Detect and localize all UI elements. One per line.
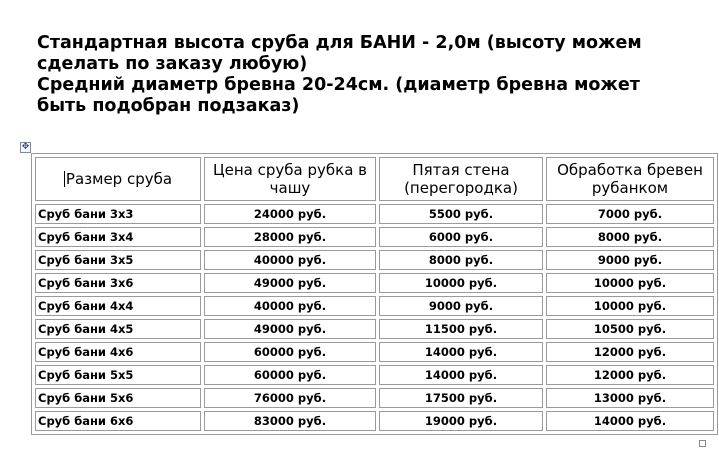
cell-fifth-wall[interactable]: 10000 руб.: [379, 273, 543, 293]
cell-price[interactable]: 60000 руб.: [204, 342, 376, 362]
cell-price[interactable]: 28000 руб.: [204, 227, 376, 247]
table-row: [35, 388, 714, 408]
cell-size[interactable]: Сруб бани 3х5: [35, 250, 201, 270]
heading-diameter-note: Средний диаметр бревна 20-24см. (диаметр бревна может быть подобран подзаказ): [37, 75, 640, 116]
cell-fifth-wall[interactable]: 14000 руб.: [379, 342, 543, 362]
cell-planing[interactable]: 7000 руб.: [546, 204, 714, 224]
cell-fifth-wall[interactable]: 9000 руб.: [379, 296, 543, 316]
table-row: [35, 250, 714, 270]
table-resize-handle[interactable]: [699, 440, 706, 447]
header-size[interactable]: Размер сруба: [35, 157, 201, 201]
cell-fifth-wall[interactable]: 6000 руб.: [379, 227, 543, 247]
cell-price[interactable]: 49000 руб.: [204, 319, 376, 339]
table-row: [35, 342, 714, 362]
cell-size[interactable]: Сруб бани 4х5: [35, 319, 201, 339]
header-planing[interactable]: Обработка бревен рубанком: [546, 157, 714, 201]
cell-price[interactable]: 83000 руб.: [204, 411, 376, 431]
cell-fifth-wall[interactable]: 8000 руб.: [379, 250, 543, 270]
table-row: [35, 227, 714, 247]
table-row: [35, 273, 714, 293]
cell-fifth-wall[interactable]: 19000 руб.: [379, 411, 543, 431]
cell-price[interactable]: 76000 руб.: [204, 388, 376, 408]
cell-planing[interactable]: 10000 руб.: [546, 273, 714, 293]
price-table: [31, 153, 718, 435]
table-move-handle-icon[interactable]: ✥: [21, 142, 30, 152]
cell-planing[interactable]: 10000 руб.: [546, 296, 714, 316]
table-row: [35, 204, 714, 224]
table-header-row: [35, 157, 714, 201]
cell-size[interactable]: Сруб бани 5х5: [35, 365, 201, 385]
table-row: [35, 365, 714, 385]
cell-price[interactable]: 40000 руб.: [204, 250, 376, 270]
cell-price[interactable]: 40000 руб.: [204, 296, 376, 316]
cell-size[interactable]: Сруб бани 6х6: [35, 411, 201, 431]
cell-fifth-wall[interactable]: 5500 руб.: [379, 204, 543, 224]
cell-planing[interactable]: 14000 руб.: [546, 411, 714, 431]
cell-size[interactable]: Сруб бани 3х3: [35, 204, 201, 224]
cell-fifth-wall[interactable]: 11500 руб.: [379, 319, 543, 339]
cell-fifth-wall[interactable]: 14000 руб.: [379, 365, 543, 385]
cell-size[interactable]: Сруб бани 3х4: [35, 227, 201, 247]
table-row: [35, 296, 714, 316]
cell-planing[interactable]: 12000 руб.: [546, 365, 714, 385]
cell-planing[interactable]: 13000 руб.: [546, 388, 714, 408]
cell-size[interactable]: Сруб бани 3х6: [35, 273, 201, 293]
header-fifth-wall[interactable]: Пятая стена (перегородка): [379, 157, 543, 201]
table-row: [35, 411, 714, 431]
cell-size[interactable]: Сруб бани 4х4: [35, 296, 201, 316]
cell-size[interactable]: Сруб бани 4х6: [35, 342, 201, 362]
cell-planing[interactable]: 8000 руб.: [546, 227, 714, 247]
cell-price[interactable]: 60000 руб.: [204, 365, 376, 385]
table-row: [35, 319, 714, 339]
cell-planing[interactable]: 10500 руб.: [546, 319, 714, 339]
cell-planing[interactable]: 12000 руб.: [546, 342, 714, 362]
heading-height-note: Стандартная высота сруба для БАНИ - 2,0м (высоту можем сделать по заказу любую): [37, 33, 642, 74]
cell-fifth-wall[interactable]: 17500 руб.: [379, 388, 543, 408]
header-price[interactable]: Цена сруба рубка в чашу: [204, 157, 376, 201]
cell-size[interactable]: Сруб бани 5х6: [35, 388, 201, 408]
cell-price[interactable]: 24000 руб.: [204, 204, 376, 224]
cell-planing[interactable]: 9000 руб.: [546, 250, 714, 270]
text-cursor: [64, 171, 65, 187]
cell-price[interactable]: 49000 руб.: [204, 273, 376, 293]
document-heading: [37, 33, 677, 117]
